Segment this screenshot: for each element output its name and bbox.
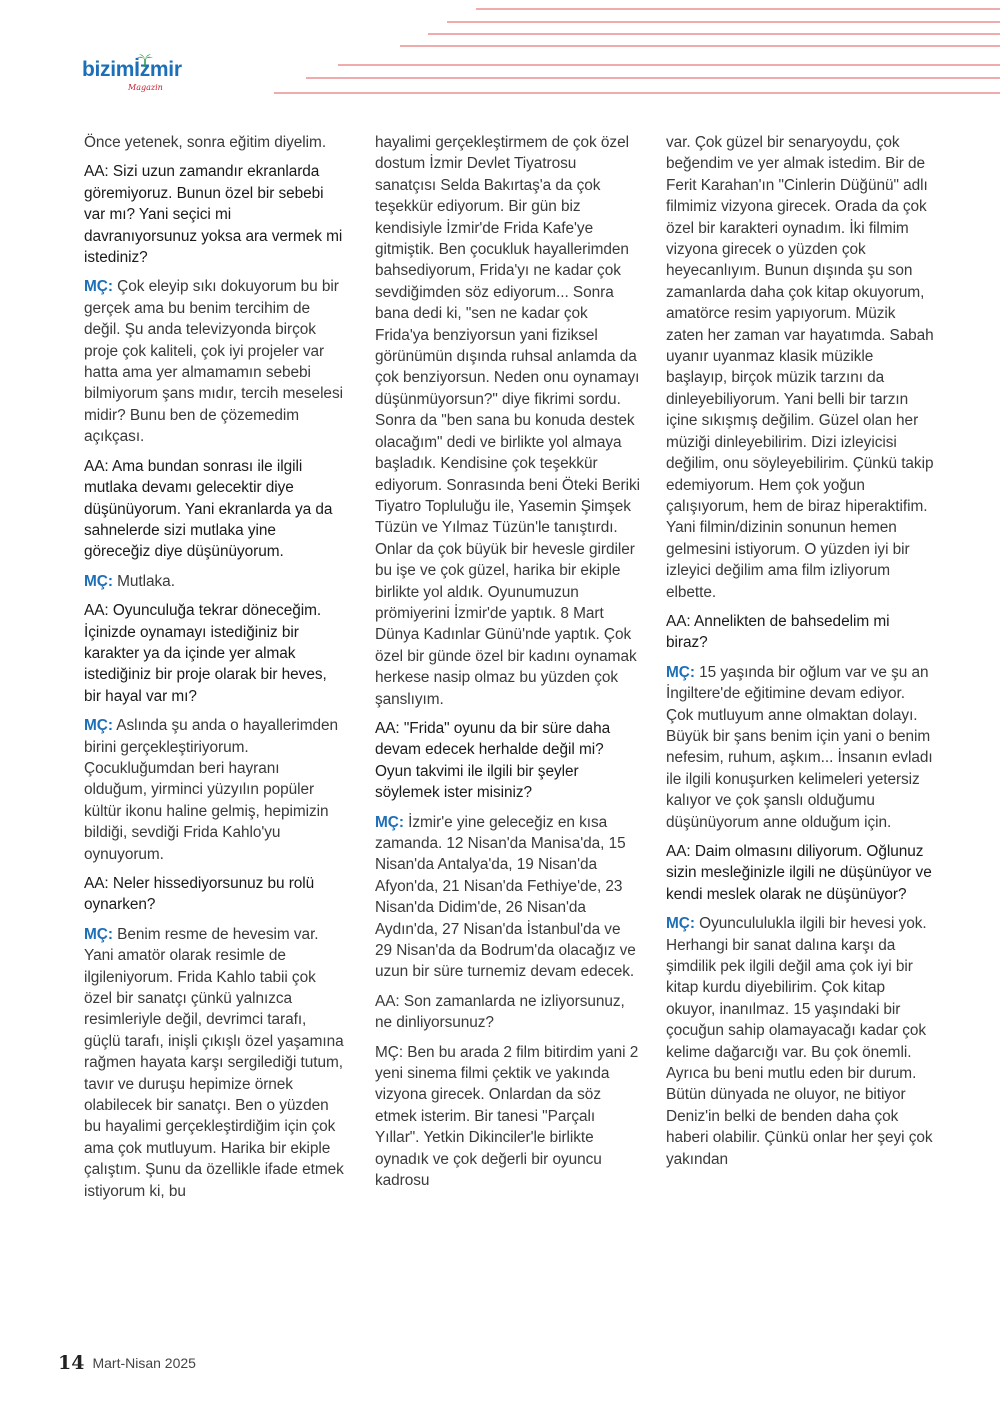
interview-question: AA: Annelikten de bahsedelim mi biraz? xyxy=(666,612,890,652)
interview-question: AA: "Frida" oyunu da bir süre daha devam edecek herhalde değil mi? Oyun takvimi ile ilgili bir şeyler söylemek ister misiniz? xyxy=(375,719,611,802)
answer-text: Aslında şu anda o hayallerimden birini gerçekleştiriyorum. Çocukluğumdan beri hayranı olduğum, yirminci yüzyılın popüler kültür ikonu haline gelmiş, hepimizin bildiği, sevdiği Frida Kahlo'yu oynuyorum. xyxy=(84,717,339,863)
answer-text: Mutlaka. xyxy=(112,572,175,590)
speaker-initials: MÇ: xyxy=(666,663,695,681)
answer-text: Çok eleyip sıkı dokuyorum bu bir gerçek ama bu benim tercihim de değil. Şu anda televizyonda birçok proje çok kaliteli, çok iyi projeler var hatta ama yer almamamın sebebi bilmiyorum şans mıdır, tercih meselesi midir? Bunu ben de çözemedim açıkçası. xyxy=(84,278,343,446)
page-footer xyxy=(58,1352,196,1374)
paragraph: MÇ: Ben bu arada 2 film bitirdim yani 2 yeni sinema filmi çektik ve yakında vizyona girecek. Onlardan da söz etmek isterim. Bir tanesi "Parçalı Yıllar". Yetkin Dikinciler'le birlikte oynadık ve çok değerli bir oyuncu kadrosu xyxy=(375,1043,639,1190)
speaker-initials: MÇ: xyxy=(375,813,404,831)
issue-date: Mart-Nisan 2025 xyxy=(92,1355,196,1371)
article-column-3 xyxy=(666,132,934,1178)
interview-question: AA: Neler hissediyorsunuz bu rolü oynarken? xyxy=(84,875,315,914)
interview-question: AA: Ama bundan sonrası ile ilgili mutlaka devamı gelecektir diye düşünüyorum. Yani ekranlarda ya da sahnelerde sizi mutlaka yine göreceğiz diye düşünüyorum. xyxy=(84,457,333,561)
speaker-initials: MÇ: xyxy=(84,717,113,735)
interview-question: AA: Daim olmasını diliyorum. Oğlunuz sizin mesleğinizle ilgili ne düşünüyor ve kendi meslek olarak ne düşünüyor? xyxy=(666,843,932,903)
article-column-2 xyxy=(375,132,640,1200)
logo-word-2: İzmir xyxy=(134,58,182,81)
page-number: 14 xyxy=(58,1352,85,1374)
palm-tree-icon xyxy=(137,54,153,68)
answer-text: Oyuncululukla ilgili bir hevesi yok. Herhangi bir sanat dalına karşı da şimdilik pek ilgili değil ama çok iyi bir kitap kurdu diyebilirim. Çok kitap okuyor, inanılmaz. 15 yaşındaki bir çocuğun sahip olamayacağı kadar çok kelime dağarcığı var. Bu çok önemli. Ayrıca bu beni mutlu eden bir durum. Bütün dünyada ne oluyor, ne bitiyor Deniz'in belki de benden daha çok haberi olabilir. Çünkü onlar her şeyi çok yakından xyxy=(666,915,933,1168)
interview-question: AA: Sizi uzun zamandır ekranlarda göremiyoruz. Bunun özel bir sebebi var mı? Yani seçici mi davranıyorsunuz yoksa ara vermek mi istediniz? xyxy=(84,163,343,267)
paragraph: Önce yetenek, sonra eğitim diyelim. xyxy=(84,134,327,151)
answer-text: 15 yaşında bir oğlum var ve şu an İngiltere'de eğitimine devam ediyor. Çok mutluyum anne olmaktan dolayı. Büyük bir şans benim için yani o benim nefesim, ruhum, aşkım... İnsanın evladı ile ilgili konuşurken kelimeleri yetersiz kalıyor ve çok şanslı olduğumu düşünüyorum anne olduğum için. xyxy=(666,663,933,831)
logo-tagline: Magazin xyxy=(128,83,163,92)
speaker-initials: MÇ: xyxy=(84,925,113,943)
interview-answer xyxy=(84,276,346,447)
paragraph: hayalimi gerçekleştirmem de çok özel dostum İzmir Devlet Tiyatrosu sanatçısı Selda Bakırtaş'a da çok teşekkür ediyorum. Bir gün biz kendisiyle İzmir'de Frida Kafe'ye gitmiştik. Ben çocukluk hayallerimden bahsediyorum, Frida'yı ne kadar çok sevdiğimden söz ediyorum... Sonra bana dedi ki, "sen ne kadar çok Frida'ya benziyorsun yani fiziksel görünümün dışında ruhsal anlamda da çok benziyorsun. Neden onu oynamayı düşünmüyorsun?" diye fikrimi sordu. Sonra da "ben sana bu konuda destek olacağım" dedi ve birlikte yol almaya başladık. Kendisine çok teşekkür ediyorum. Sonrasında beni Öteki Beriki Tiyatro Topluluğu ile, Yasemin Şimşek Tüzün ve Yılmaz Tüzün'le tanıştırdı. Onlar da çok büyük bir hevesle girdiler bu işe ve çok güzel, harika bir ekiple birlikte yol aldık. Oyunumuzun prömiyerini İzmir'de yaptık. 8 Mart Dünya Kadınlar Günü'nde yaptık. Çok özel bir günde özel bir kadını oynamak herkese nasip olmaz bu yüzden çok şanslıyım. xyxy=(375,134,641,708)
interview-answer xyxy=(666,662,934,833)
answer-text: İzmir'e yine geleceğiz en kısa zamanda. 12 Nisan'da Manisa'da, 15 Nisan'da Antalya'da, 19 Nisan'da Afyon'da, 21 Nisan'da Fethiye'de, 23 Nisan'da Didim'de, 26 Nisan'da Aydın'da, 27 Nisan'da İstanbul'da ve 29 Nisan'da da Bodrum'da olacağız ve uzun bir süre turnemiz devam edecek. xyxy=(375,813,636,981)
interview-answer xyxy=(666,913,934,1170)
answer-text: Benim resme de hevesim var. Yani amatör olarak resimle de ilgileniyorum. Frida Kahlo tabii çok özel bir sanatçı çünkü yalnızca resimleriyle değil, devrimci tarafı, güçlü tarafı, inişli çıkışlı özel yaşamına rağmen hayata karşı sergilediği tutum, tavır ve duruşu hepimize örnek olabilecek bir sanatçı. Ben o yüzden bu hayalimi gerçekleştirdiğim için çok ama çok mutluyum. Harika bir ekiple çalıştım. Şunu da özellikle ifade etmek istiyorum ki, bu xyxy=(84,925,344,1200)
speaker-initials: MÇ: xyxy=(666,915,695,933)
speaker-initials: MÇ: xyxy=(84,572,113,590)
paragraph: var. Çok güzel bir senaryoydu, çok beğendim ve yer almak istedim. Bir de Ferit Karahan'ın "Cinlerin Düğünü" adlı filmimiz vizyona girecek. Orada da çok özel bir karakteri oynadım. İki filmim vizyona girecek o yüzden çok heyecanlıyım. Bunun dışında şu son zamanlarda daha çok kitap okuyorum, amatörce resim yapıyorum. Müzik zaten her zaman var hayatımda. Sabah uyanır uyanmaz klasik müzikle başlayıp, birçok müzik tarzını da dinleyebiliyorum. Yani belli bir tarzın içine sıkışmış değilim. Güzel olan her müziği dinleyebilirim. Dizi izleyicisi değilim, onu söyleyebilirim. Çünkü takip edemiyorum. Hem çok yoğun çalışıyorum, hem de biraz hiperaktifim. Yani filmin/dizinin sonunun hemen gelmesini istiyorum. O yüzden iyi bir izleyici değilim ama film izliyorum elbette. xyxy=(666,134,934,601)
interview-answer xyxy=(84,571,346,592)
brand-logo xyxy=(82,58,212,98)
interview-answer xyxy=(84,924,346,1202)
interview-answer xyxy=(84,715,346,865)
interview-answer xyxy=(375,812,640,983)
speaker-initials: MÇ: xyxy=(84,278,113,296)
paragraph: AA: Son zamanlarda ne izliyorsunuz, ne dinliyorsunuz? xyxy=(375,992,625,1032)
logo-word-1: bizim xyxy=(82,58,135,81)
article-column-1 xyxy=(84,132,346,1210)
interview-question: AA: Oyunculuğa tekrar döneceğim. İçinizde oynamayı istediğiniz bir karakter ya da içinde yer almak istediğiniz bir proje olarak bir heves, bir hayal var mı? xyxy=(84,602,327,705)
